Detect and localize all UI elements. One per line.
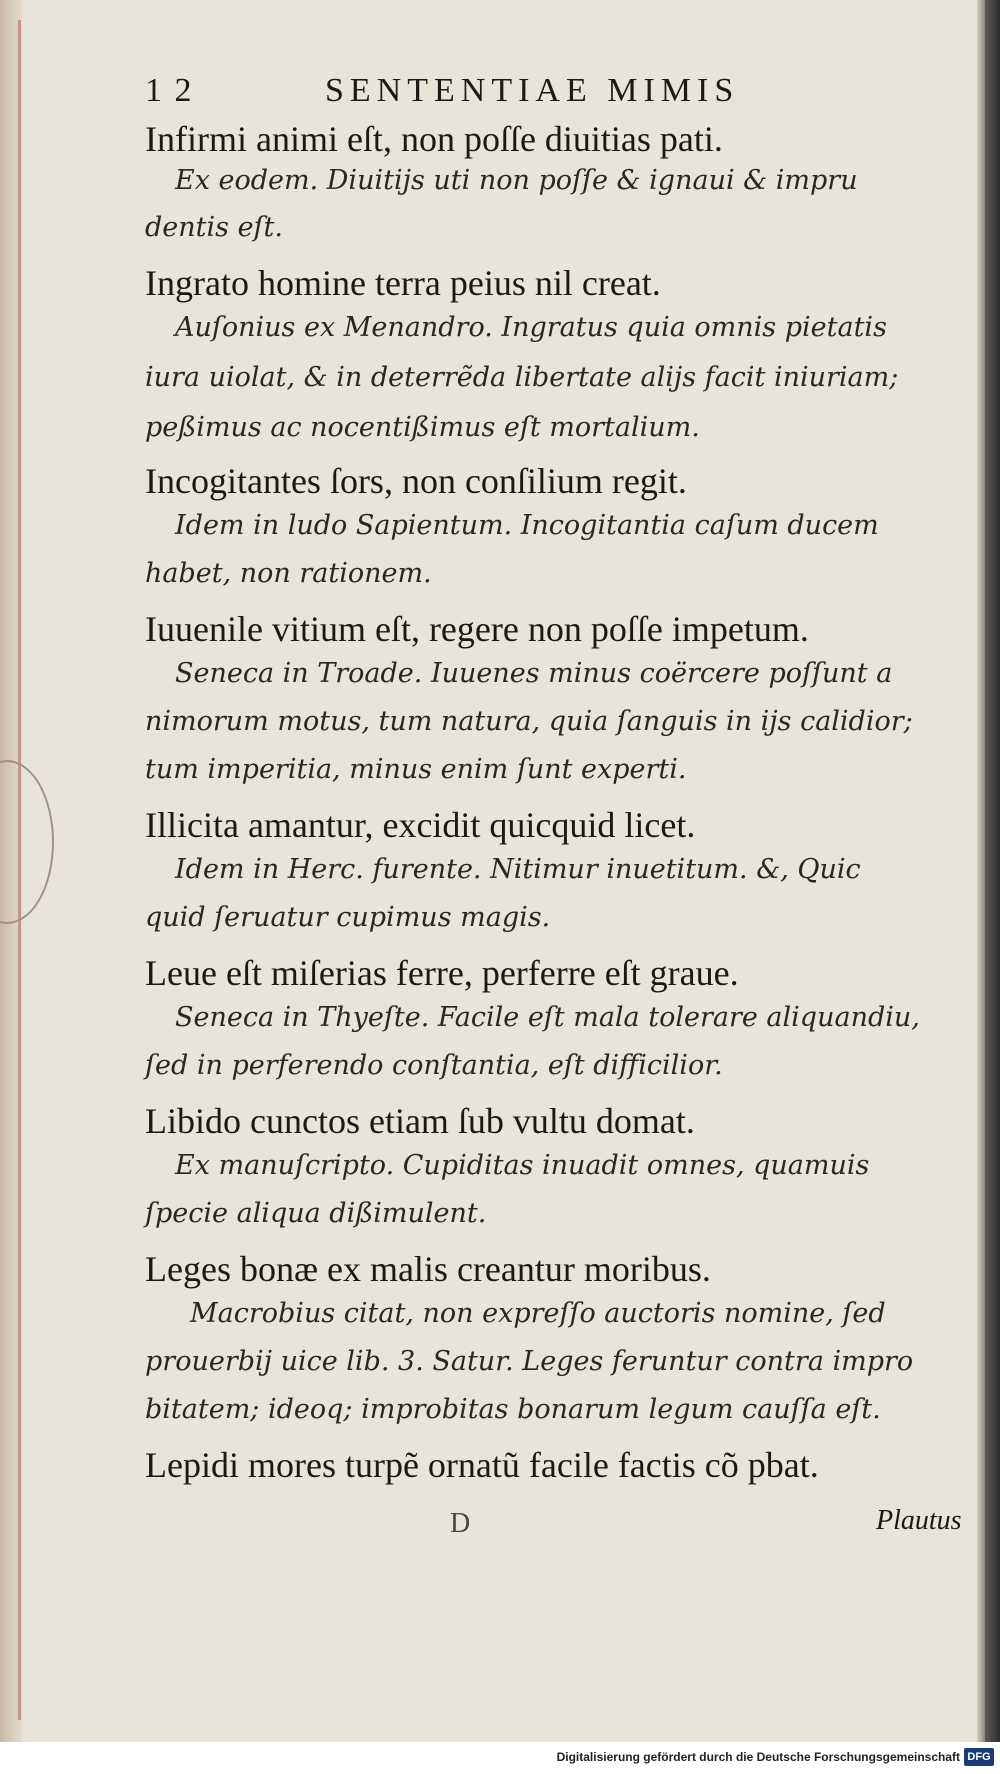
- sentence-line: Leue eſt miſerias ferre, perferre eſt graue.: [145, 953, 739, 993]
- commentary-line: Idem in ludo Sapientum. Incogitantia caſum ducem: [175, 510, 879, 541]
- sentence-line: Leges bonæ ex malis creantur moribus.: [145, 1249, 711, 1289]
- commentary-line: Seneca in Troade. Iuuenes minus coërcere poſſunt a: [175, 658, 893, 689]
- commentary-line: Auſonius ex Menandro. Ingratus quia omnis pietatis: [175, 312, 887, 343]
- running-title: SENTENTIAE MIMIS: [325, 72, 740, 109]
- commentary-line: Ex eodem. Diuitijs uti non poſſe & ignaui & impru: [175, 165, 858, 196]
- sentence-line: Illicita amantur, excidit quicquid licet.: [145, 805, 696, 845]
- page-edge: [977, 0, 985, 1742]
- commentary-line: peßimus ac nocentißimus eſt mortalium.: [145, 412, 700, 443]
- page-number: 1 2: [145, 72, 194, 109]
- sentence-line: Iuuenile vitium eſt, regere non poſſe impetum.: [145, 609, 809, 649]
- commentary-line: Macrobius citat, non expreſſo auctoris nomine, ſed: [190, 1298, 886, 1329]
- commentary-line: nimorum motus, tum natura, quia ſanguis in ijs calidior;: [145, 706, 913, 737]
- sentence-line: Incogitantes ſors, non conſilium regit.: [145, 461, 687, 501]
- commentary-line: ſed in perferendo conſtantia, eſt difficilior.: [145, 1050, 723, 1081]
- commentary-line: dentis eſt.: [145, 212, 283, 243]
- catchword: Plautus: [876, 1505, 962, 1536]
- commentary-line: quid ſeruatur cupimus magis.: [145, 902, 551, 933]
- commentary-line: Ex manuſcripto. Cupiditas inuadit omnes, quamuis: [175, 1150, 870, 1181]
- sentence-line: Infirmi animi eſt, non poſſe diuitias pati.: [145, 119, 723, 159]
- commentary-line: ſpecie aliqua dißimulent.: [145, 1198, 487, 1229]
- commentary-line: iura uiolat, & in deterrẽda libertate alijs facit iniuriam;: [145, 362, 899, 393]
- binding-edge: [985, 0, 1000, 1742]
- commentary-line: prouerbij uice lib. 3. Satur. Leges feruntur contra impro: [145, 1346, 914, 1377]
- commentary-line: bitatem; ideoq; improbitas bonarum legum cauſſa eſt.: [145, 1394, 881, 1425]
- commentary-line: Idem in Herc. furente. Nitimur inuetitum. &, Quic: [175, 854, 861, 885]
- footer-credit: Digitalisierung gefördert durch die Deutsche Forschungsgemeinschaft: [556, 1750, 960, 1764]
- signature-mark: D: [450, 1508, 471, 1539]
- commentary-line: tum imperitia, minus enim ſunt experti.: [145, 754, 687, 785]
- commentary-line: Seneca in Thyeſte. Facile eſt mala tolerare aliquandiu,: [175, 1002, 920, 1033]
- sentence-line: Lepidi mores turpẽ ornatũ facile factis cõ pbat.: [145, 1445, 819, 1485]
- sentence-line: Libido cunctos etiam ſub vultu domat.: [145, 1101, 695, 1141]
- page-clip-mark: [0, 760, 54, 924]
- commentary-line: habet, non rationem.: [145, 558, 432, 589]
- dfg-logo: DFG: [964, 1748, 994, 1766]
- digitization-footer: [0, 1742, 1000, 1774]
- sentence-line: Ingrato homine terra peius nil creat.: [145, 263, 661, 303]
